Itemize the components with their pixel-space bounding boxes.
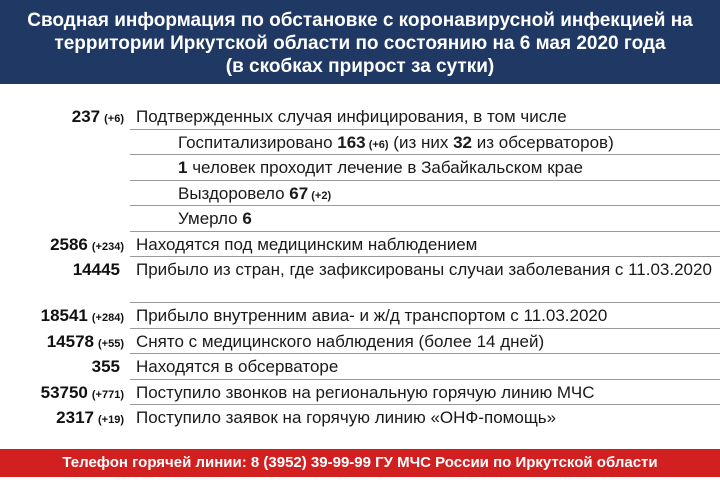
row-text: Госпитализировано 163 (+6) (из них 32 из обсерваторов) — [178, 132, 614, 152]
header-title-line-2: территории Иркутской области по состоянию на 6 мая 2020 года — [54, 33, 666, 54]
table-row-observation — [50, 232, 720, 258]
row-text: Находятся под медицинским наблюдением — [136, 234, 478, 254]
table-row-zabaikalsky — [130, 155, 720, 181]
table-row-died — [130, 206, 720, 232]
hotline-banner — [0, 449, 720, 477]
table-row-recovered — [130, 181, 720, 207]
row-value: 14578 (+55) — [46, 331, 124, 351]
row-value: 237 (+6) — [71, 107, 124, 126]
table-row-confirmed — [71, 104, 720, 130]
header-title-line-1: Сводная информация по обстановке с коронавирусной инфекцией на — [27, 10, 693, 31]
row-value: 53750 (+771) — [40, 382, 124, 402]
table-row-released — [46, 329, 720, 355]
row-text: Поступило звонков на региональную горячую линию МЧС — [136, 382, 595, 402]
row-text: Поступило заявок на горячую линию «ОНФ-помощь» — [136, 408, 557, 427]
row-text: Выздоровело 67 (+2) — [178, 183, 332, 203]
table-row-requests — [56, 405, 720, 431]
row-text: Умерло 6 — [178, 209, 252, 228]
row-value: 2317 (+19) — [56, 408, 124, 427]
table-row-arrived-abroad — [72, 257, 720, 303]
row-value: 2586 (+234) — [50, 234, 124, 254]
row-text: Снято с медицинского наблюдения (более 14 дней) — [136, 331, 545, 351]
hotline-text: Телефон горячей линии: 8 (3952) 39-99-99 ГУ МЧС России по Иркутской области — [62, 454, 658, 471]
row-text: Подтвержденных случая инфицирования, в том числе — [136, 107, 567, 126]
header-subtitle: (в скобках прирост за сутки) — [225, 56, 495, 77]
stats-table — [0, 104, 720, 431]
row-value: 18541 (+284) — [40, 306, 124, 325]
row-text: Прибыло из стран, где зафиксированы случаи заболевания с 11.03.2020 — [136, 260, 712, 279]
table-row-hospitalized — [130, 130, 720, 156]
row-value: 355 — [91, 357, 120, 376]
table-row-observatory — [91, 354, 720, 380]
header-banner — [0, 0, 720, 84]
row-text: 1 человек проходит лечение в Забайкальском крае — [178, 158, 583, 177]
row-text: Находятся в обсерваторе — [136, 357, 339, 376]
row-value: 14445 — [72, 260, 120, 279]
row-text: Прибыло внутренним авиа- и ж/д транспортом с 11.03.2020 — [136, 306, 608, 325]
table-row-calls — [40, 380, 720, 406]
table-row-arrived-domestic — [40, 303, 720, 329]
